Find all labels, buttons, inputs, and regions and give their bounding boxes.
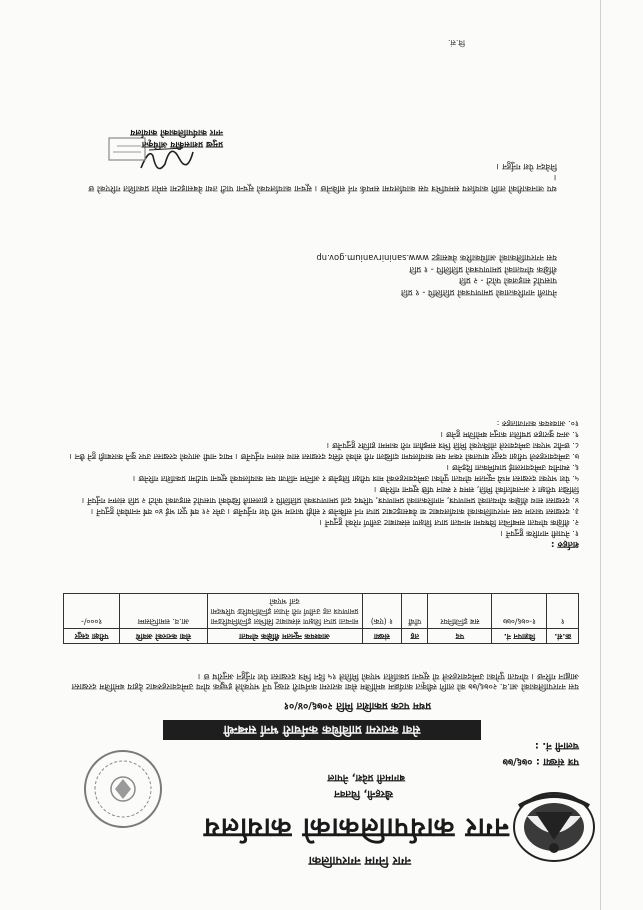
nepal-emblem-icon (505, 784, 603, 870)
table-cell: मान्यता प्राप्त शिक्षण संस्थाबाट सिभिल इन्जिनियरिङमा प्रमाणपत्र तह उत्तीर्ण गरी नेपाल इन्जिनियरिङ परिषदमा दर्ता भएको (207, 594, 362, 629)
condition-item: २. शैक्षिक योग्यता सम्बन्धित विषयमा मान्यता प्राप्त शिक्षण संस्थाबाट उत्तीर्ण गरेको हुनुपर्ने । (319, 518, 579, 527)
table-header-cell: क्र.सं. (547, 629, 579, 644)
dispatch-number: चलानी नं. : (534, 740, 579, 751)
table-header-cell: सेवा करारको अवधि (120, 629, 207, 644)
table-header-cell: पद (428, 629, 492, 644)
condition-item: ४. दरखास्त साथ शैक्षिक योग्यताको प्रमाणपत्र, नागरिकताको प्रमाणपत्र, परिषद दर्ता प्रमाणपत्रको प्रतिलिपि र हालसालै खिचेको पासपोर्ट साइजको फोटो २ प्रति संलग्न गर्नुपर्ने । लिखित परीक्षा र अन्तर्वार्ताको मिति, समय र स्थान पछि सूचना गरिनेछ । (81, 485, 579, 505)
office-name: नगर कार्यपालिकाको कार्यालय (203, 812, 509, 843)
list-item: यस नगरपालिकाको आधिकारिक वेबसाइट www.saninirvanium.gov.np (316, 253, 557, 264)
table-header-cell: परीक्षा दस्तुर (64, 629, 120, 644)
table-cell: आ.व. समाप्तिसम्म (120, 594, 207, 629)
notice-title: सेवा करारमा प्राविधिक कर्मचारी भर्ना सम्बन्धी (163, 720, 481, 740)
table-header-cell: तह (402, 629, 428, 644)
required-documents-list (316, 252, 557, 298)
signatory-title: नगर कार्यपालिकाको कार्यालय (130, 127, 223, 137)
table-header-cell: विज्ञापन नं. (492, 629, 547, 644)
conditions-heading: शर्तहरु : (550, 539, 579, 549)
emblem-caption: वि.सं. (447, 38, 465, 47)
vacancy-table (63, 593, 579, 644)
table-cell: १-०७६/०७७ (492, 594, 547, 629)
list-item: पासपोर्ट साइजको फोटो - २ प्रति (459, 276, 557, 287)
table-header-row (64, 629, 579, 644)
condition-item: १. नेपाली नागरिक हुनुपर्ने । (500, 529, 579, 538)
table-header-cell: संख्या (362, 629, 402, 644)
condition-item: ६. स्थानीय उम्मेदवारलाई प्राथमिकता दिइनेछ । (446, 463, 579, 472)
closing-text: थप जानकारीको लागि कार्यालय समयभित्र यस कार्यालयमा सम्पर्क गर्न सकिनेछ । सूचना कार्यालयको सूचना पाटी तथा वेबसाइटमा समेत प्रकाशित गरिएको छ । (88, 173, 557, 194)
condition-item: ८. छनौट भएका उम्मेदवारले तोकिएको मिति भित्र सम्झौता गरी काममा हाजिर हुनुपर्नेछ । (326, 441, 579, 450)
table-cell: पाँचौं (402, 594, 428, 629)
office-seal-icon (81, 746, 165, 832)
address-line-2: बागमती प्रदेश, नेपाल (327, 772, 405, 783)
condition-item: ५. पेश भएका दरखास्त मध्ये न्यूनतम योग्यता पुगेका उम्मेदवारहरुको मात्र परीक्षा लिइनेछ र अन्तिम नतिजा यस कार्यालयको सूचना पाटीमा प्रकाशित गरिनेछ । (132, 474, 579, 483)
list-item: शैक्षिक योग्यताको प्रमाणपत्रको प्रतिलिपि - १ प्रति (409, 265, 557, 275)
table-cell: १०००/- (64, 594, 120, 629)
letter-number: पत्र संख्या : ०७६/७७ (502, 756, 579, 767)
table-header-cell: आवश्यक न्यूनतम शैक्षिक योग्यता (207, 629, 362, 644)
table-cell: १ (एक) (362, 594, 402, 629)
condition-item: ३. दरखास्त फाराम यस नगरपालिकाको कार्यालयबाट वा वेबसाइटबाट प्राप्त गर्न सकिनेछ र सोही फाराम भरी पेश गर्नुपर्नेछ । उमेर २१ वर्ष पूरा भई ४० वर्ष ननाघेको हुनुपर्ने । (90, 507, 579, 516)
intro-paragraph: यस नगरपालिकाको आ.व. २०७६/७७ को लागि स्वीकृत कार्यक्रम बमोजिम सेवा करारमा कर्मचारी राख्नु पर्ने भएकोले इच्छुक योग्य उम्मेदवारहरुबाट देहाय बमोजिम दरखास्त आह्वान गरिन्छ । योग्यता पुगेका उम्मेदवारहरुले यो सूचना प्रकाशित भएको मितिले १५ दिन भित्र दरखास्त पेश गर्नुहुन अनुरोध छ । (71, 672, 579, 692)
municipality-line: नगर निगम नगरपालिका (308, 854, 411, 868)
list-item: नेपाली नागरिकताको प्रमाणपत्रको प्रतिलिपि - १ प्रति (400, 288, 557, 298)
condition-item: १०. आवश्यक कागजातहरु : (496, 419, 579, 428)
closing-text-2: निवेदन पेश गर्नुहुन । (496, 162, 557, 172)
table-cell: सब इन्जिनियर (428, 594, 492, 629)
conditions-section (63, 418, 579, 552)
signatory-block (130, 126, 223, 150)
condition-item: ९. अन्य कुराहरु प्रचलित कानुन बमोजिम हुनेछ । (440, 430, 579, 439)
table-row (64, 594, 579, 629)
publish-date: प्रथम पटक प्रकाशित मिति २०७६/०४/०१ (283, 700, 431, 711)
address-line-1: खैरहनी, चितवन (334, 788, 393, 799)
condition-item: ७. उम्मेदवारहरुले परीक्षा दस्तुर बापतको रकम यस कार्यालयमा दाखिला गरी सोको रसिद दरखास्त साथ संलग्न गर्नुपर्नेछ । म्याद नाघी आएको दरखास्त उपर कुनै कारबाही हुने छैन । (69, 452, 579, 461)
table-cell: १ (547, 594, 579, 629)
signatory-name: प्रमुख प्रशासकीय अधिकृत (141, 139, 223, 149)
